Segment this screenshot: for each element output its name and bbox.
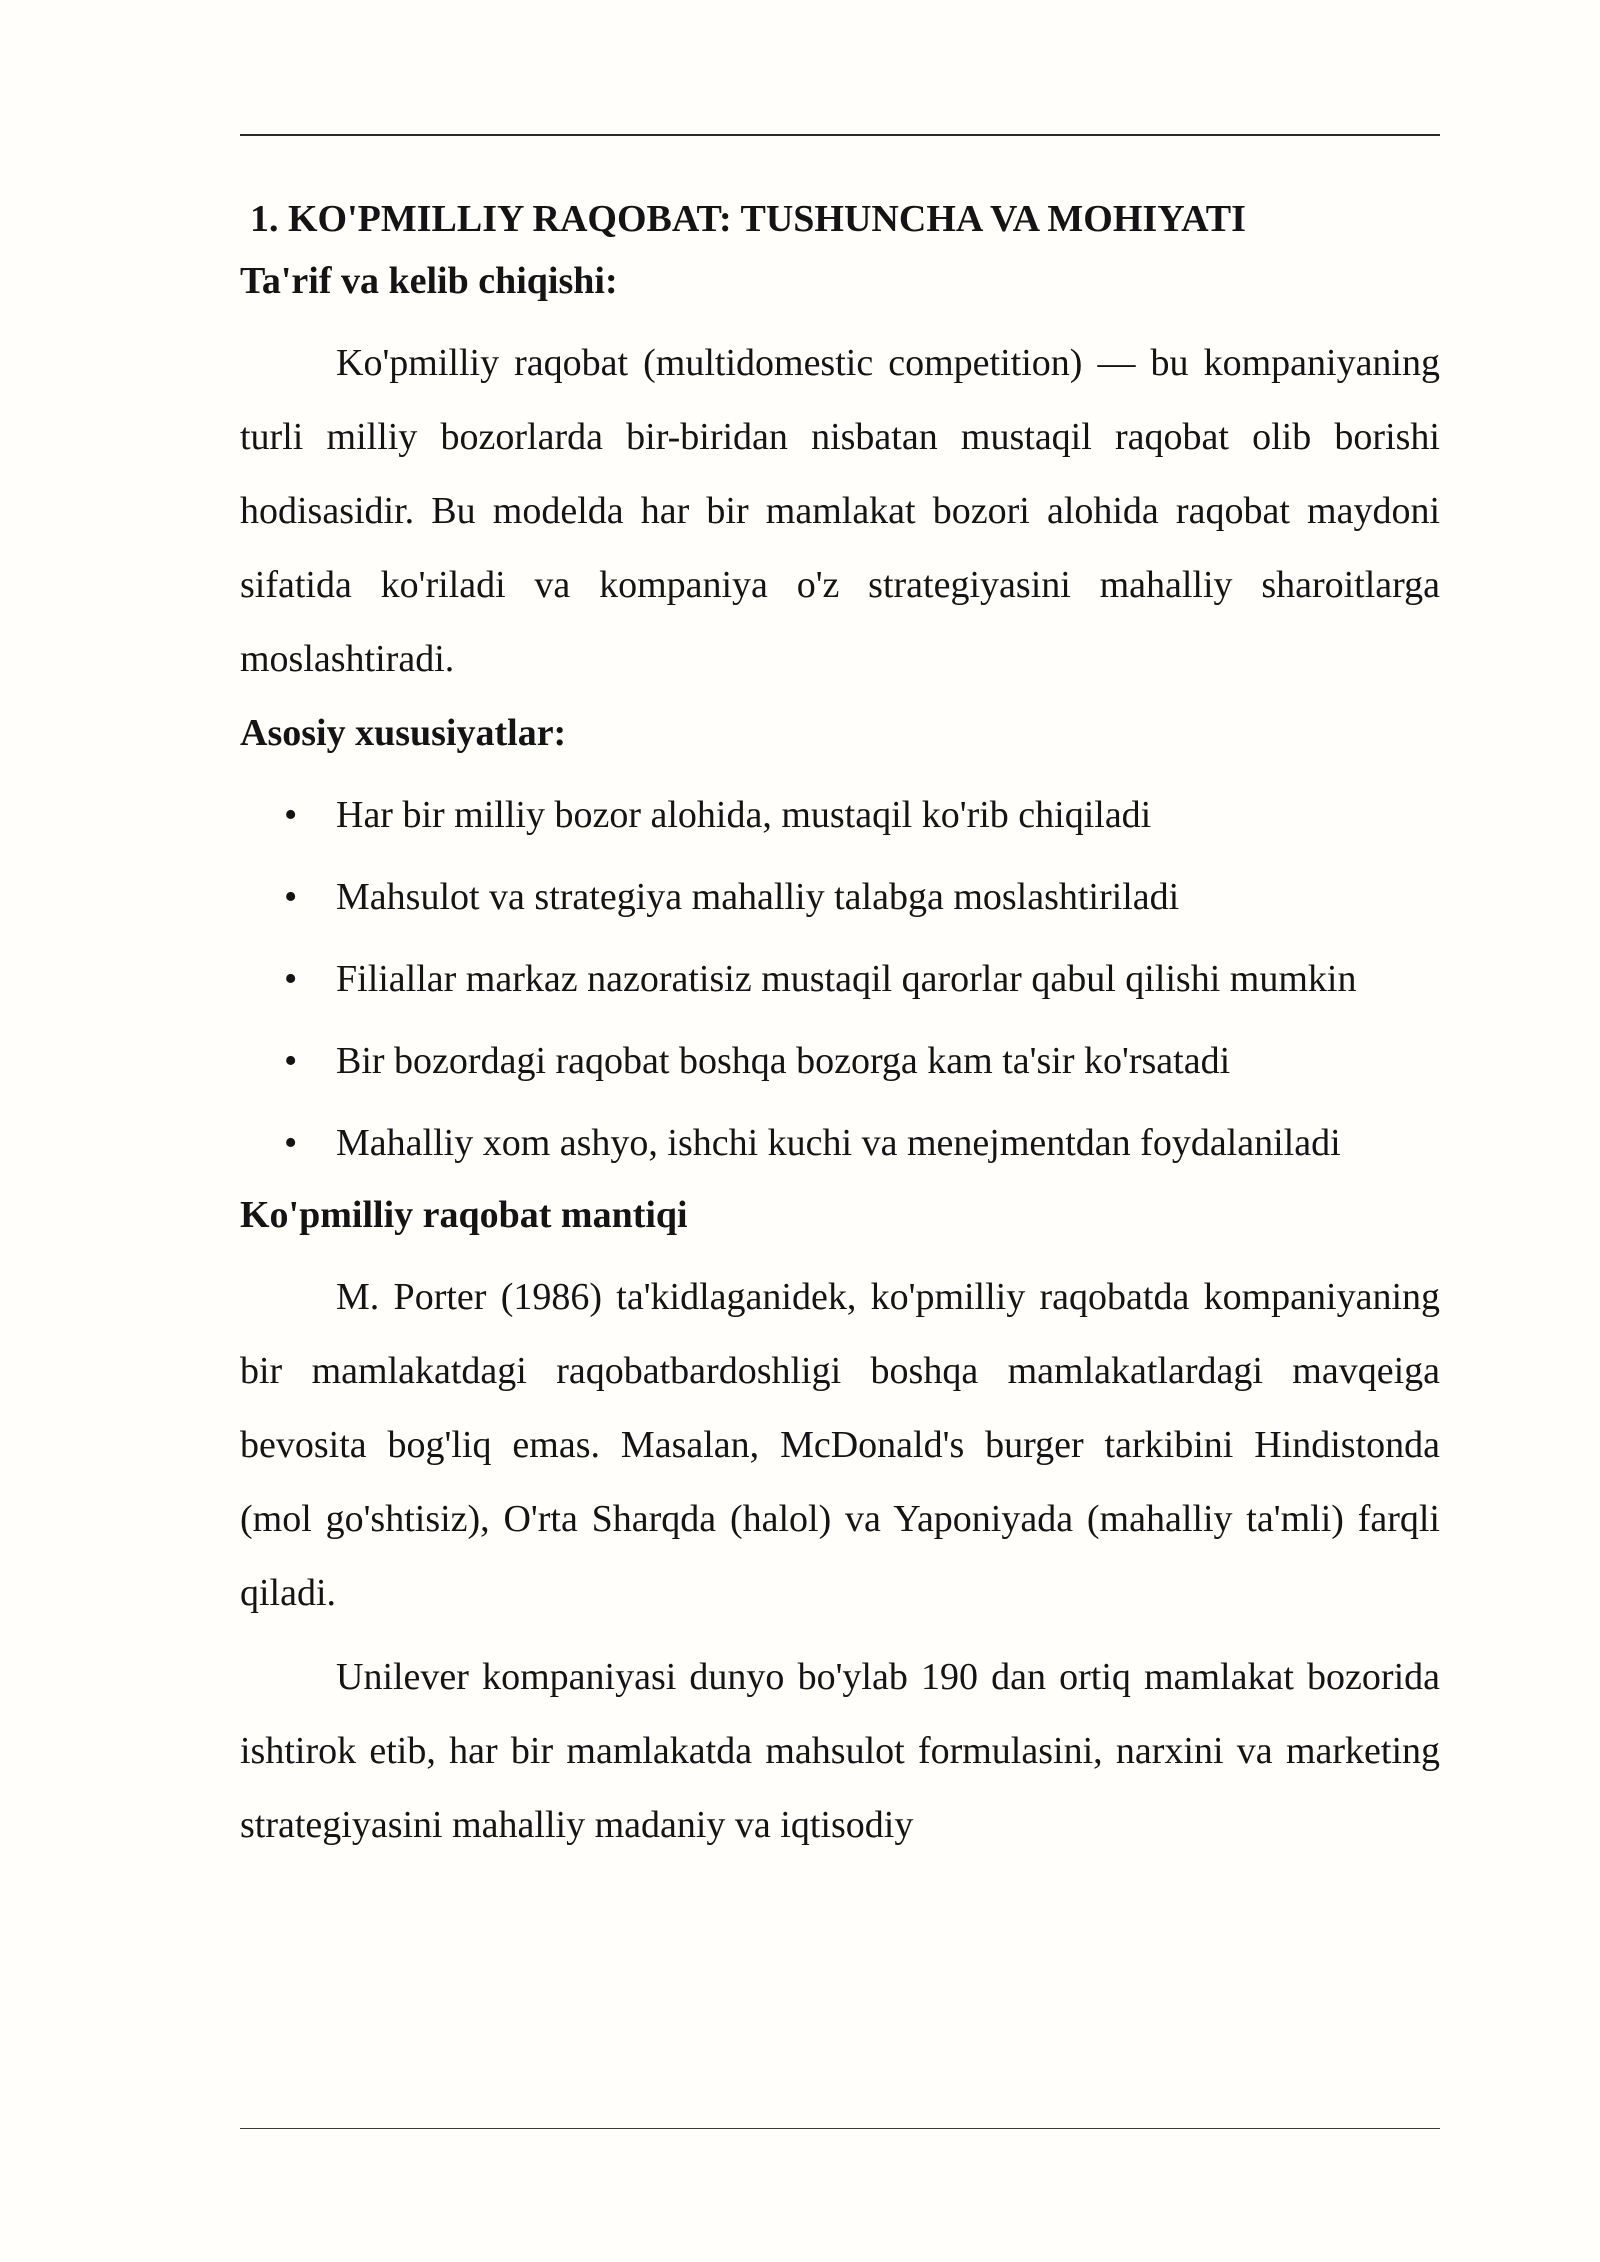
list-item: [240, 778, 1440, 852]
chapter-title: 1. KO'PMILLIY RAQOBAT: TUSHUNCHA VA MOHIYATI: [250, 198, 1246, 240]
list-item: [240, 1024, 1440, 1098]
porter-paragraph: M. Porter (1986) ta'kidlaganidek, ko'pmilliy raqobatda kompaniyaning bir mamlakatdagi raqobatbardoshligi boshqa mamlakatlardagi mavqeiga bevosita bog'liq emas. Masalan, McDonald's burger tarkibini Hindistonda (mol go'shtisiz), O'rta Sharqda (halol) va Yaponiyada (mahalliy ta'mli) farqli qiladi.: [240, 1276, 1440, 1614]
list-item-text: Bir bozordagi raqobat boshqa bozorga kam ta'sir ko'rsatadi: [336, 1040, 1231, 1082]
section-heading-logic: Ko'pmilliy raqobat mantiqi: [240, 1194, 688, 1236]
bullet-icon: •: [284, 1122, 298, 1164]
unilever-paragraph: Unilever kompaniyasi dunyo bo'ylab 190 dan ortiq mamlakat bozorida ishtirok etib, har bir mamlakatda mahsulot formulasini, narxini va marketing strategiyasini mahalliy madaniy va iqtisodiy: [240, 1656, 1440, 1846]
features-list: [240, 778, 1440, 1180]
section-heading-definition: Ta'rif va kelib chiqishi:: [240, 260, 618, 302]
list-item-text: Mahalliy xom ashyo, ishchi kuchi va menejmentdan foydalaniladi: [336, 1122, 1341, 1164]
bullet-icon: •: [284, 794, 298, 836]
list-item: [240, 942, 1440, 1016]
header-rule: [240, 134, 1440, 136]
list-item-text: Filiallar markaz nazoratisiz mustaqil qarorlar qabul qilishi mumkin: [336, 958, 1357, 1000]
list-item: [240, 860, 1440, 934]
footer-rule: [240, 2128, 1440, 2129]
definition-paragraph: Ko'pmilliy raqobat (multidomestic competition) — bu kompaniyaning turli milliy bozorlarda bir-biridan nisbatan mustaqil raqobat olib borishi hodisasidir. Bu modelda har bir mamlakat bozori alohida raqobat maydoni sifatida ko'riladi va kompaniya o'z strategiyasini mahalliy sharoitlarga moslashtiradi.: [240, 342, 1440, 680]
list-item: [240, 1106, 1440, 1180]
bullet-icon: •: [284, 958, 298, 1000]
list-item-text: Mahsulot va strategiya mahalliy talabga moslashtiriladi: [336, 876, 1180, 918]
bullet-icon: •: [284, 1040, 298, 1082]
section-heading-features: Asosiy xususiyatlar:: [240, 712, 567, 754]
bullet-icon: •: [284, 876, 298, 918]
list-item-text: Har bir milliy bozor alohida, mustaqil ko'rib chiqiladi: [336, 794, 1152, 836]
page-content: [240, 192, 1440, 1872]
